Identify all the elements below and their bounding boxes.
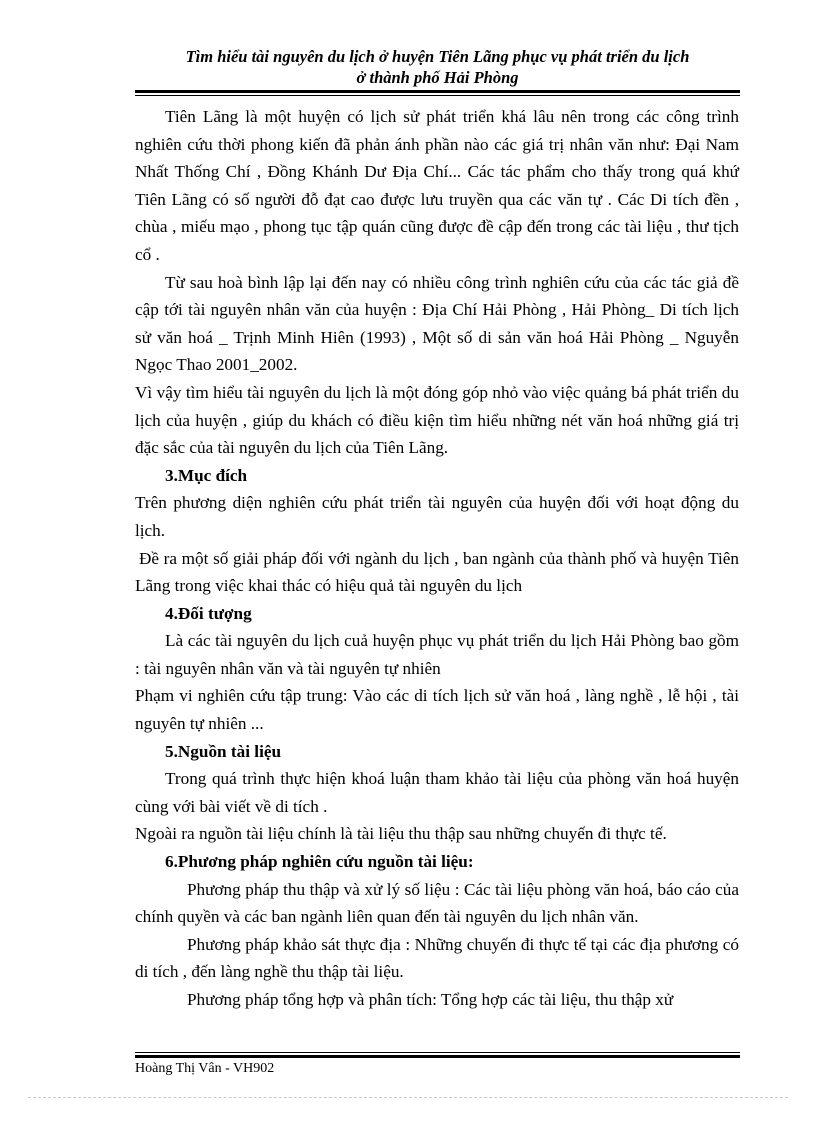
- paragraph: Vì vậy tìm hiểu tài nguyên du lịch là một đóng góp nhỏ vào việc quảng bá phát triển du lịch của huyện , giúp du khách có điều kiện tìm hiểu những nét văn hoá những giá trị đặc sắc của tài nguyên du lịch của Tiên Lãng.: [135, 382, 739, 458]
- header-title-line2: ở thành phố Hải Phòng: [356, 68, 519, 87]
- header-rule-thin: [135, 95, 740, 96]
- paragraph: Phạm vi nghiên cứu tập trung: Vào các di tích lịch sử văn hoá , làng nghề , lễ hội , tài nguyên tự nhiên ...: [135, 686, 739, 734]
- paragraph: Từ sau hoà bình lập lại đến nay có nhiều công trình nghiên cứu của các tác giả đề cập tới tài nguyên nhân văn của huyện : Địa Chí Hải Phòng , Hải Phòng_ Di tích lịch sử văn hoá _ Trịnh Minh Hiên (1993) , Một số di sản văn hoá Hải Phòng _ Nguyễn Ngọc Thao 2001_2002.: [135, 272, 739, 375]
- paragraph: Trên phương diện nghiên cứu phát triển tài nguyên của huyện đối với hoạt động du lịch.: [135, 493, 739, 540]
- paragraph: Phương pháp tổng hợp và phân tích: Tổng hợp các tài liệu, thu thập xử: [187, 990, 674, 1009]
- header-rule: [135, 90, 740, 93]
- section-heading-sources: 5.Nguồn tài liệu: [165, 741, 282, 761]
- footer-rule: [135, 1055, 740, 1058]
- header-title-line1: Tìm hiểu tài nguyên du lịch ở huyện Tiên Lãng phục vụ phát triển du lịch: [185, 47, 690, 66]
- paragraph: Trong quá trình thực hiện khoá luận tham khảo tài liệu của phòng văn hoá huyện cùng với bài viết về di tích .: [135, 769, 739, 816]
- paragraph: Tiên Lãng là một huyện có lịch sử phát triển khá lâu nên trong các công trình nghiên cứu thời phong kiến đã phản ánh phần nào các giá trị nhân văn như: Đại Nam Nhất Thống Chí , Đồng Khánh Dư Địa Chí... Các tác phẩm cho thấy trong quá khứ Tiên Lãng có số người đỗ đạt cao được lưu truyền qua các văn tự . Các Di tích đền , chùa , miếu mạo , phong tục tập quán cũng được đề cập đến trong các tài liệu , thư tịch cổ .: [135, 107, 739, 264]
- section-heading-subject: 4.Đối tượng: [165, 603, 252, 623]
- paragraph: Là các tài nguyên du lịch cuả huyện phục vụ phát triển du lịch Hải Phòng bao gồm : tài nguyên nhân văn và tài nguyên tự nhiên: [135, 631, 739, 678]
- footer-rule-thin: [135, 1052, 740, 1053]
- page-header: [135, 46, 740, 88]
- paragraph: Phương pháp thu thập và xử lý số liệu : Các tài liệu phòng văn hoá, báo cáo của chính quyền và các ban ngành liên quan đến tài nguyên du lịch nhân văn.: [135, 879, 739, 927]
- page-break-line: [28, 1097, 788, 1098]
- paragraph: Đề ra một số giải pháp đối với ngành du lịch , ban ngành của thành phố và huyện Tiên Lãng trong việc khai thác có hiệu quả tài nguyên du lịch: [135, 548, 739, 596]
- paragraph: Ngoài ra nguồn tài liệu chính là tài liệu thu thập sau những chuyến đi thực tế.: [135, 824, 667, 844]
- page-footer: Hoàng Thị Vân - VH902: [135, 1061, 275, 1076]
- document-body: [135, 103, 739, 1014]
- section-heading-purpose: 3.Mục đích: [165, 465, 248, 485]
- paragraph: Phương pháp khảo sát thực địa : Những chuyến đi thực tế tại các địa phương có di tích , đến làng nghề thu thập tài liệu.: [135, 934, 739, 982]
- section-heading-methods: 6.Phương pháp nghiên cứu nguồn tài liệu:: [165, 852, 474, 872]
